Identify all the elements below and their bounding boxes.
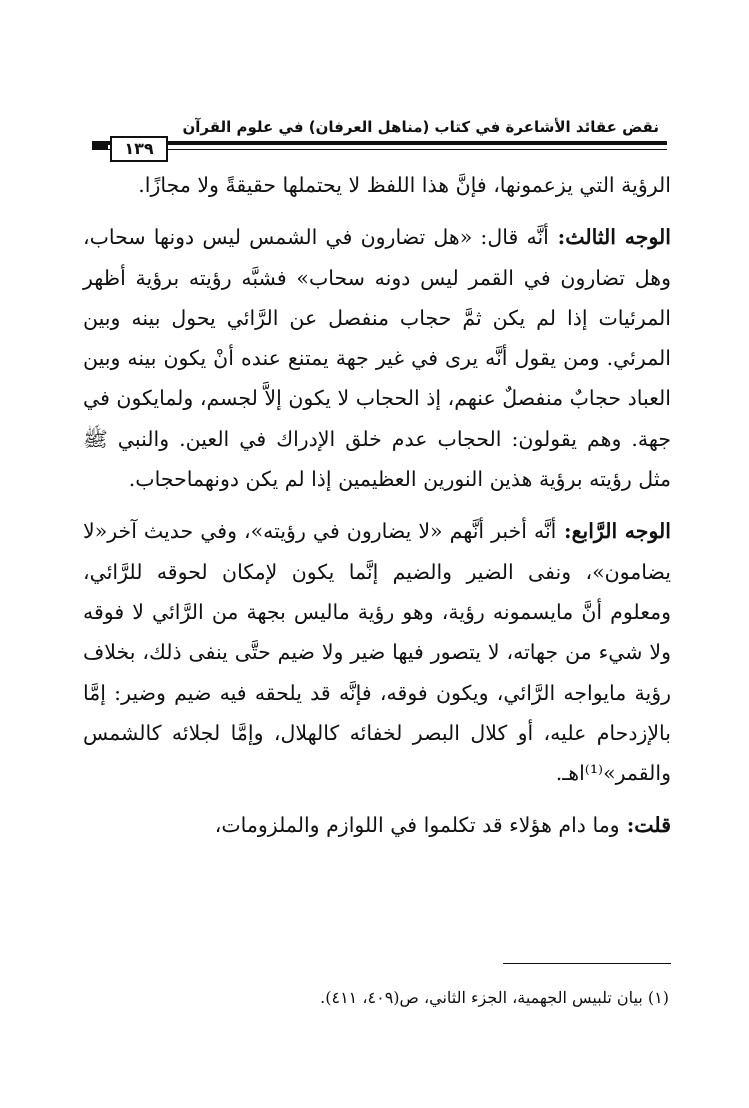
paragraph-4-heading: قلت:	[619, 813, 671, 838]
body-text	[83, 165, 671, 846]
paragraph-4-text: وما دام هؤلاء قد تكلموا في اللوازم والملزومات،	[214, 813, 620, 838]
paragraph-3-heading: الوجه الرَّابع:	[556, 519, 671, 544]
paragraph-2-text: أنَّه قال: «هل تضارون في الشمس ليس دونها سحاب، وهل تضارون في القمر ليس دونه سحاب» فشبَّه رؤيته برؤية أظهر المرئيات إذا لم يكن ثمَّ حجاب منفصل عن الرَّائي يحول بينه وبين المرئي. ومن يقول أنَّه يرى في غير جهة يمتنع عنده أنْ يكون بينه وبين العباد حجابٌ منفصلٌ عنهم، إذ الحجاب لا يكون إلاَّ لجسم، ولمايكون في جهة. وهم يقولون: الحجاب عدم خلق الإدراك في العين. والنبي ﷺ مثل رؤيته برؤية هذين النورين العظيمين إذا لم يكن دونهماحجاب.	[83, 225, 671, 492]
footnote: (١) بيان تلبيس الجهمية، الجزء الثاني، ص(٤٠٩، ٤١١).	[320, 988, 669, 1007]
paragraph-4	[83, 805, 671, 845]
footnote-separator	[503, 963, 671, 964]
paragraph-1	[83, 165, 671, 205]
header-rule-thin	[92, 149, 667, 150]
paragraph-3	[83, 511, 671, 793]
paragraph-2	[83, 217, 671, 499]
page-number: ١٣٩	[110, 136, 168, 162]
header-rule-thick	[92, 141, 667, 145]
paragraph-2-heading: الوجه الثالث:	[548, 225, 671, 250]
header-rule-end	[92, 144, 108, 149]
running-title: نقض عقائد الأشاعرة في كتاب (مناهل العرفان) في علوم القرآن	[182, 118, 659, 136]
paragraph-1-text: الرؤية التي يزعمونها، فإنَّ هذا اللفظ لا يحتملها حقيقةً ولا مجازًا.	[138, 173, 671, 197]
paragraph-3-text: أنَّه أخبر أنَّهم «لا يضارون في رؤيته»، وفي حديث آخر«لا يضامون»، ونفى الضير والضيم إنَّما يكون لإمكان لحوقه للرَّائي، ومعلوم أنَّ مايسمونه رؤية، وهو رؤية ماليس بجهة من الرَّائي لا فوقه ولا شيء من جهاته، لا يتصور فيها ضير ولا ضيم حتَّى ينفى ذلك، بخلاف رؤية مايواجه الرَّائي، ويكون فوقه، فإنَّه قد يلحقه فيه ضيم وضير: إمَّا بالإزدحام عليه، أو كلال البصر لخفائه كالهلال، وإمَّا لجلائه كالشمس والقمر»⁽¹⁾اهـ.	[83, 519, 671, 786]
